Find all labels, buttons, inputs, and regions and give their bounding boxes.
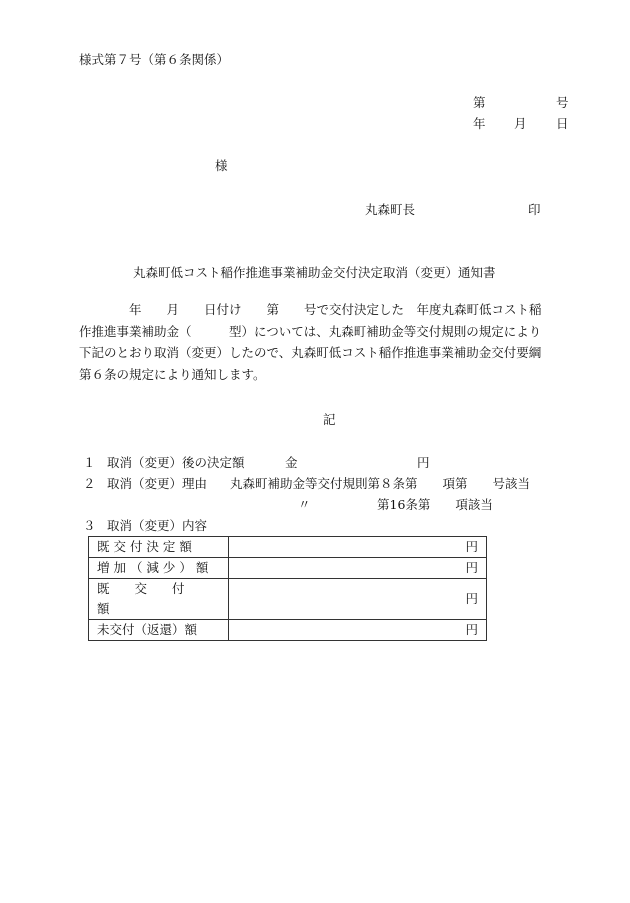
row-label: 増 加 （ 減 少 ） 額 (89, 558, 229, 579)
doc-number-go: 号 (556, 95, 569, 110)
date-day: 日 (556, 116, 569, 131)
item2-number: ２ (83, 476, 96, 491)
date-year: 年 (473, 116, 486, 131)
row-value: 円 (229, 579, 487, 620)
body-line: 作推進事業補助金（ 型）については、丸森町補助金等交付規則の規定により (79, 323, 542, 339)
item3-label: 取消（変更）内容 (107, 518, 208, 533)
ki-heading: 記 (323, 412, 336, 427)
item2-reason2: 第16条第 項該当 (377, 497, 493, 512)
row-label: 未交付（返還）額 (89, 620, 229, 641)
item1-kin: 金 (285, 455, 298, 470)
row-value: 円 (229, 620, 487, 641)
row-value: 円 (229, 558, 487, 579)
item1-label: 取消（変更）後の決定額 (107, 455, 245, 470)
item3-number: ３ (83, 518, 96, 533)
form-number: 様式第７号（第６条関係） (79, 52, 230, 67)
addressee-sama: 様 (215, 158, 228, 173)
table-row (89, 579, 487, 620)
item1-number: １ (83, 455, 96, 470)
row-label: 既 交 付 額 (89, 579, 229, 620)
row-label: 既 交 付 決 定 額 (89, 537, 229, 558)
date-month: 月 (514, 116, 527, 131)
sender-title: 丸森町長 (365, 202, 416, 217)
seal-mark: 印 (528, 202, 541, 217)
table-row (89, 558, 487, 579)
body-line: 第６条の規定により通知します。 (79, 366, 266, 382)
doc-number-dai: 第 (473, 95, 486, 110)
change-details-table (88, 536, 487, 641)
row-value: 円 (229, 537, 487, 558)
body-line: 下記のとおり取消（変更）したので、丸森町低コスト稲作推進事業補助金交付要綱 (79, 345, 542, 360)
item2-reason1: 丸森町補助金等交付規則第８条第 項第 号該当 (230, 476, 531, 491)
item1-en: 円 (417, 455, 430, 470)
item2-label: 取消（変更）理由 (107, 476, 208, 491)
body-paragraph (79, 299, 584, 385)
table-row (89, 537, 487, 558)
document-title: 丸森町低コスト稲作推進事業補助金交付決定取消（変更）通知書 (133, 265, 496, 280)
table-row (89, 620, 487, 641)
body-line: 年 月 日付け 第 号で交付決定した 年度丸森町低コスト稲 (79, 302, 542, 317)
item2-ditto: 〃 (298, 497, 311, 512)
